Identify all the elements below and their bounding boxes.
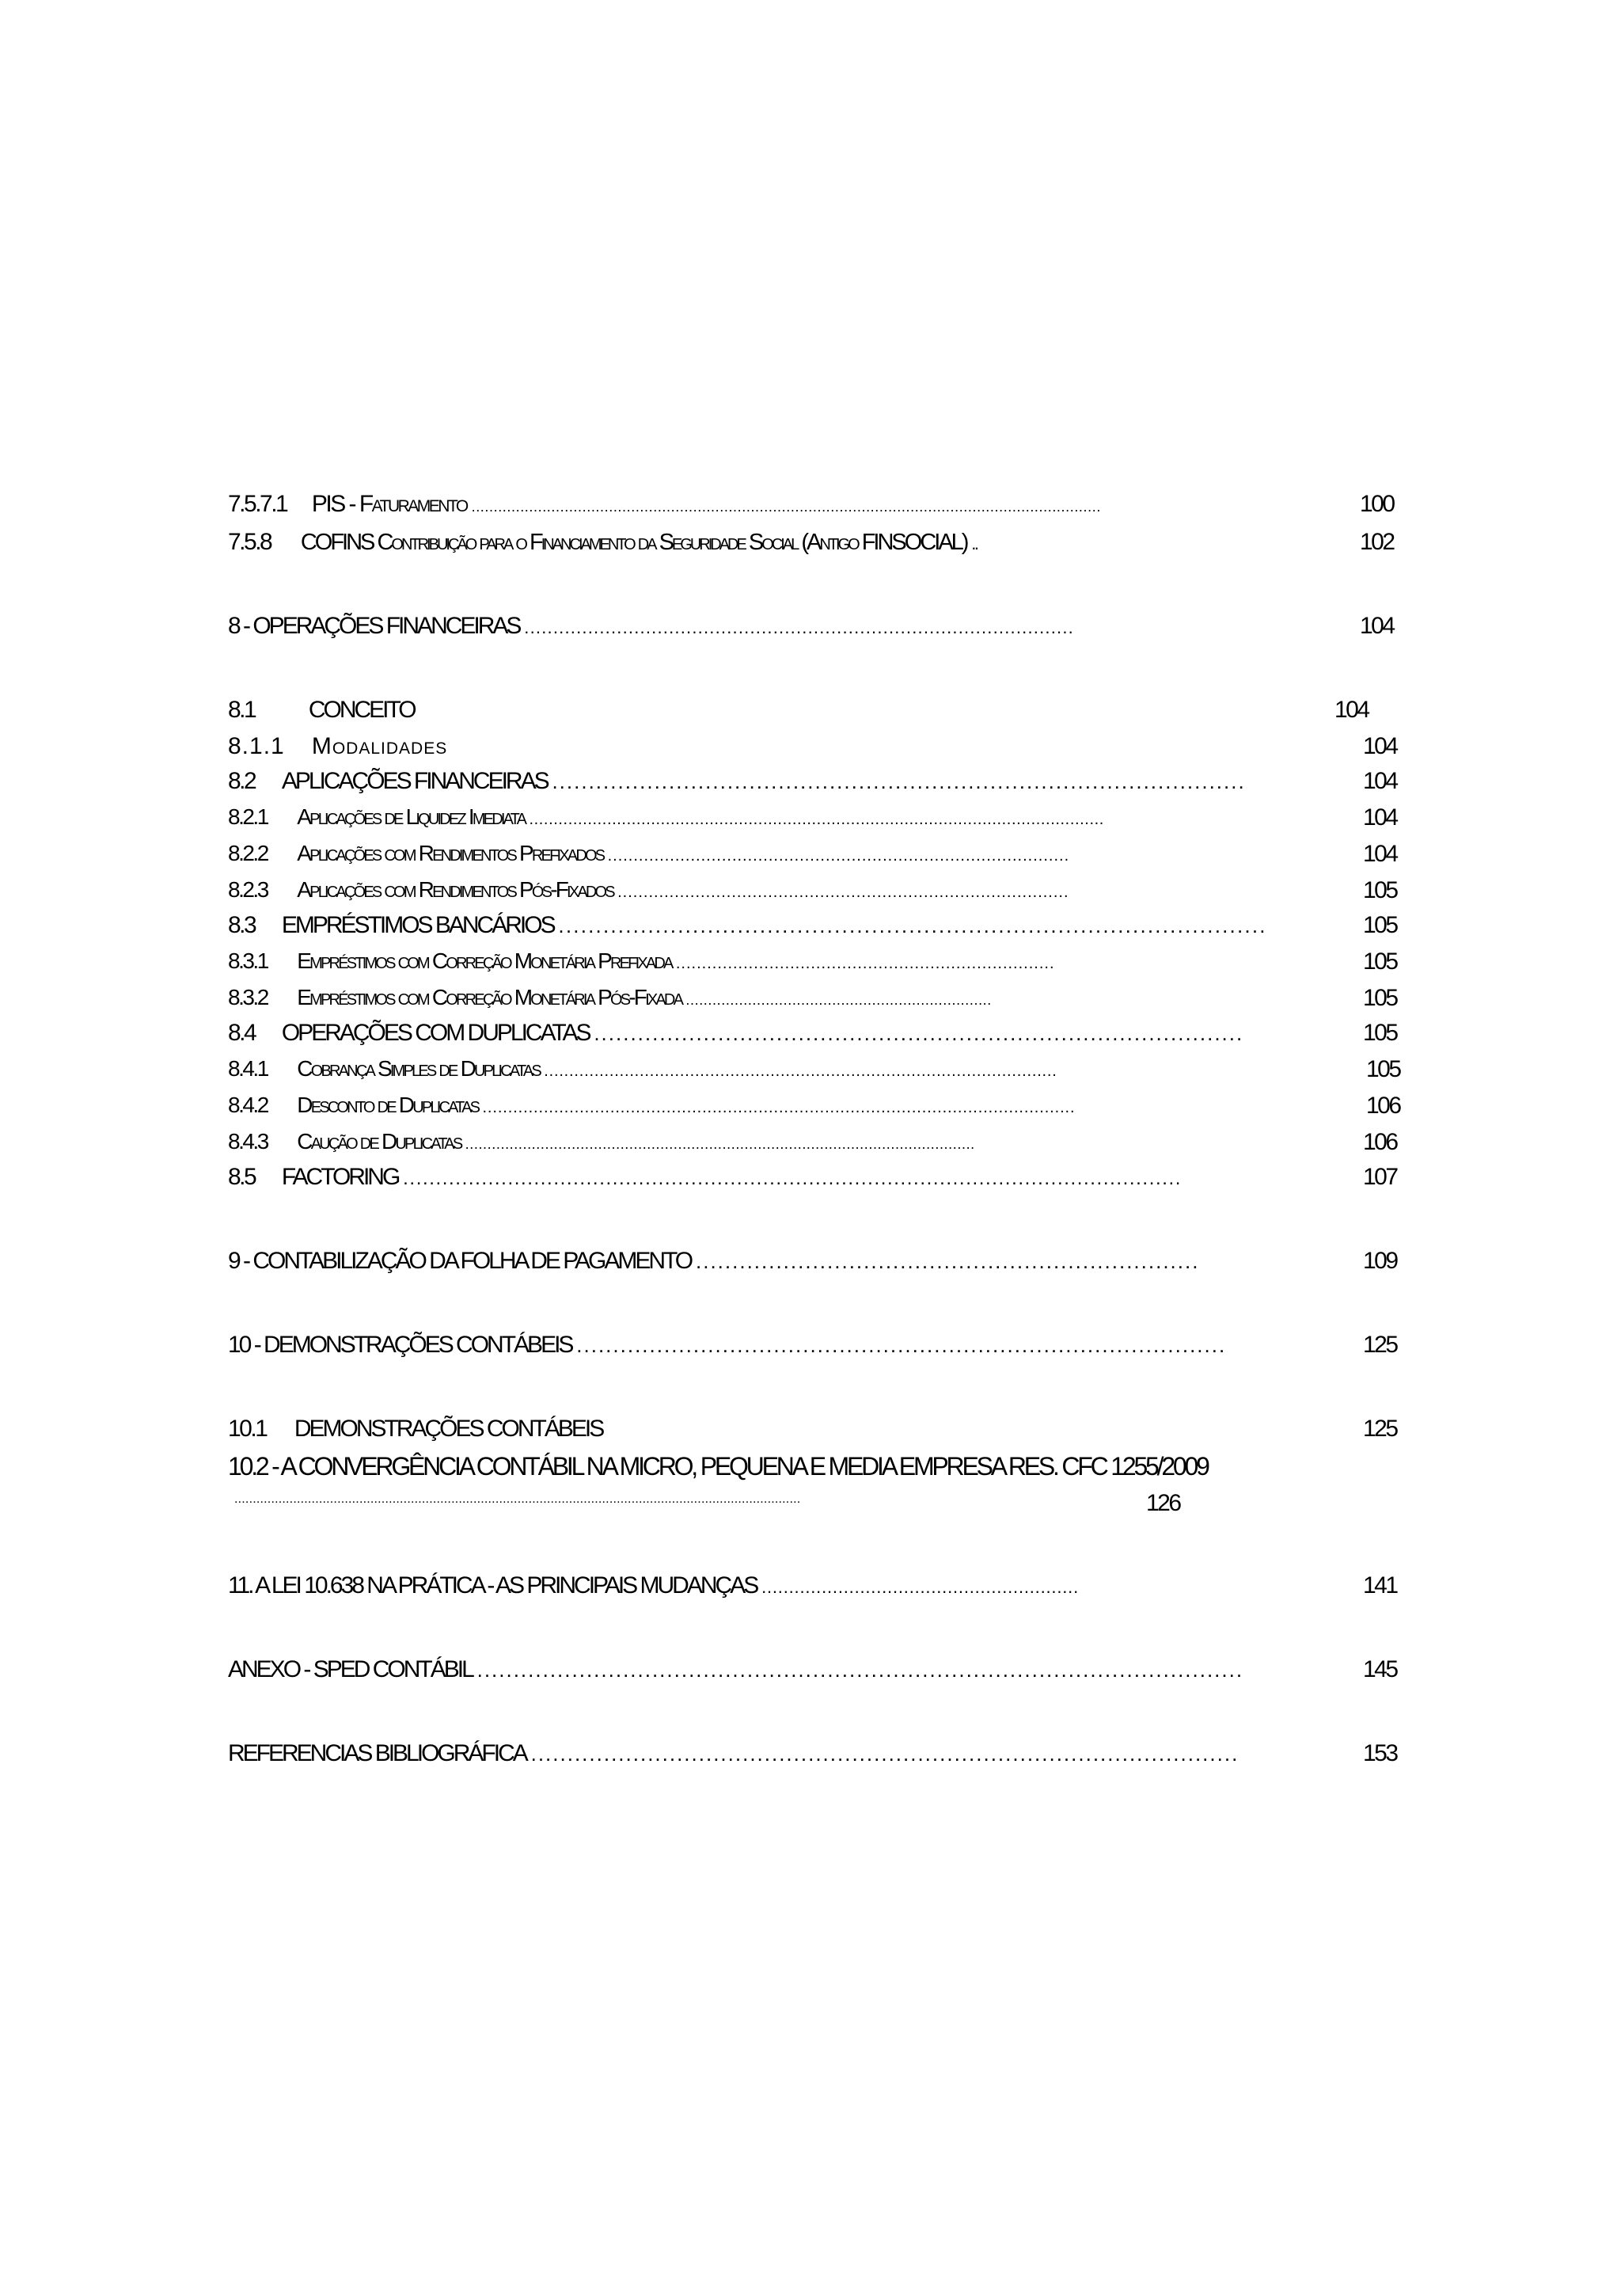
toc-entry [228,986,992,1009]
toc-entry-number: 8.2 [228,768,256,794]
toc-entry-number: 8.5 [228,1164,256,1190]
toc-entry-number: 8.1 [228,697,256,723]
toc-entry-leader: ......................................................................... [675,955,1055,972]
toc-entry [228,770,1246,793]
toc-entry [228,1058,1057,1080]
toc-entry-leader: .............................................................................................................................................. [471,499,1101,515]
toc-entry-leader: .. [971,534,978,553]
toc-entry-title: CONCEITO [308,697,415,723]
toc-entry-number: 8.3.1 [228,948,268,973]
toc-entry-page: 106 [1366,1093,1400,1119]
toc-entry-page: 106 [1363,1129,1397,1155]
toc-entry [228,1658,1243,1682]
toc-entry-page: 105 [1366,1056,1400,1082]
toc-entry-page: 141 [1363,1572,1397,1598]
toc-entry-leader: ...................................................................................................................... [529,811,1104,828]
toc-entry-leader: ............................................................................................... [558,914,1267,937]
toc-entry-title: Aplicações com Rendimentos Prefixados [297,841,604,865]
toc-entry-page: 105 [1363,877,1397,903]
toc-entry-number: 8.4.2 [228,1093,268,1117]
toc-entry [228,530,978,554]
toc-entry-page: 102 [1360,529,1394,555]
toc-entry-leader: .......................................................... [761,1577,1079,1597]
toc-entry-page: 104 [1363,733,1397,759]
toc-entry-number: 8.1.1 [228,733,285,759]
toc-entry [228,1021,1243,1045]
toc-entry-title: Caução de Duplicatas [297,1129,461,1154]
toc-entry-leader: ....................................................................................................................... [403,1168,1183,1189]
toc-entry-page: 153 [1363,1740,1397,1766]
toc-entry-title: Empréstimos com Correção Monetária Pós-Fixada [297,985,682,1009]
toc-entry-title: 10.2 - A CONVERGÊNCIA CONTÁBIL NA MICRO, PEQUENA E MEDIA EMPRESA RES. CFC 1255/2009 [228,1452,1208,1481]
toc-entry [228,806,1104,828]
toc-entry-number: 8.4.1 [228,1056,268,1081]
toc-entry-leader: .................................................................................................................... [482,1099,1076,1116]
toc-entry [228,842,1069,865]
toc-entry [234,1493,800,1506]
toc-entry-title: EMPRÉSTIMOS BANCÁRIOS [281,912,554,938]
toc-entry-number: 7.5.7.1 [228,491,287,517]
toc-entry [228,950,1055,972]
toc-entry-page: 109 [1363,1248,1397,1274]
toc-entry-leader: .......................................................................................................................................................... [234,1492,801,1506]
toc-entry [228,492,1101,516]
toc-entry-title: COFINS Contribuição para o Financiamento da Seguridade Social (Antigo FINSOCIAL) [300,530,967,555]
toc-entry-leader: ......................................................................................... [607,847,1070,865]
toc-entry [228,1742,1239,1766]
toc-entry-number: 8.2.2 [228,841,268,865]
toc-entry-leader: ......................................................................................... [594,1021,1244,1045]
toc-entry-title: FACTORING [281,1164,399,1190]
toc-entry-number: 8.4 [228,1020,256,1046]
toc-entry-title: Aplicações de Liquidez Imediata [297,804,526,829]
toc-entry-leader: ..................................................................... [696,1249,1200,1273]
toc-entry [228,1094,1075,1116]
toc-entry-title: Modalidades [311,733,448,759]
toc-entry-page: 105 [1363,948,1397,975]
toc-entry-title: 10 - DEMONSTRAÇÕES CONTÁBEIS [228,1332,572,1358]
toc-entry-title: 9 - CONTABILIZAÇÃO DA FOLHA DE PAGAMENTO [228,1248,692,1274]
toc-entry-page: 107 [1363,1164,1397,1190]
toc-entry-title: Desconto de Duplicatas [297,1093,479,1117]
toc-entry-title: ANEXO - SPED CONTÁBIL [228,1656,473,1682]
toc-entry-page: 104 [1363,768,1397,794]
toc-entry-number: 7.5.8 [228,529,271,555]
toc-entry-title: 8 - OPERAÇÕES FINANCEIRAS [228,613,520,639]
toc-entry-page: 104 [1334,697,1369,723]
toc-entry-page: 105 [1363,912,1397,938]
toc-entry [228,1417,602,1441]
toc-entry-number: 8.3.2 [228,985,268,1009]
toc-entry-title: Empréstimos com Correção Monetária Prefixada [297,948,672,973]
toc-entry-leader: ................................................................................................. [530,1742,1239,1766]
toc-entry-page: 125 [1363,1416,1397,1442]
toc-entry [228,614,1074,638]
toc-entry-page: 126 [1146,1490,1180,1516]
toc-entry-leader: ................................................................................................................... [465,1136,975,1152]
toc-entry-number: 8.3 [228,912,256,938]
toc-entry [228,1574,1079,1598]
toc-entry-leader: ............................................................................................... [524,618,1074,637]
toc-entry [228,914,1267,937]
toc-entry [228,1454,1208,1479]
toc-entry-page: 104 [1363,804,1397,831]
toc-entry-page: 100 [1360,491,1394,517]
toc-entry-page: 145 [1363,1656,1397,1682]
toc-entry-page: 125 [1363,1332,1397,1358]
toc-entry-leader: ......................................................................................... [576,1333,1227,1357]
toc-entry-leader: ............................................................................................... [552,770,1246,793]
toc-entry-title: Cobrança Simples de Duplicatas [297,1056,540,1081]
toc-entry-leader: ....................................................................................... [617,884,1069,901]
toc-entry [228,1249,1199,1273]
toc-entry [228,735,447,758]
toc-entry-title: REFERENCIAS BIBLIOGRÁFICA [228,1740,526,1766]
toc-entry-page: 104 [1363,841,1397,867]
toc-entry [228,1131,975,1153]
toc-entry-number: 10.1 [228,1416,267,1442]
toc-entry-title: PIS - Faturamento [311,491,467,517]
toc-entry-leader: ...................................................................................................... [544,1062,1057,1080]
toc-entry-title: 11. A LEI 10.638 NA PRÁTICA - AS PRINCIPAIS MUDANÇAS [228,1572,757,1598]
toc-entry-title: DEMONSTRAÇÕES CONTÁBEIS [294,1416,603,1442]
toc-entry [228,1165,1182,1189]
toc-entry-number: 8.2.1 [228,804,268,829]
toc-entry-leader: ..................................................................... [685,992,992,1008]
toc-entry-page: 105 [1363,1020,1397,1046]
toc-entry [228,879,1069,901]
toc-entry-title: Aplicações com Rendimentos Pós-Fixados [297,877,613,902]
toc-entry-title: OPERAÇÕES COM DUPLICATAS [281,1020,590,1046]
toc-entry [228,698,415,722]
toc-entry-page: 104 [1360,613,1394,639]
toc-entry-leader: ......................................................................................................... [476,1658,1244,1682]
toc-entry [228,1333,1226,1357]
toc-entry-title: APLICAÇÕES FINANCEIRAS [281,768,548,794]
toc-entry-page: 105 [1363,985,1397,1011]
toc-entry-number: 8.4.3 [228,1129,268,1154]
toc-entry-number: 8.2.3 [228,877,268,902]
